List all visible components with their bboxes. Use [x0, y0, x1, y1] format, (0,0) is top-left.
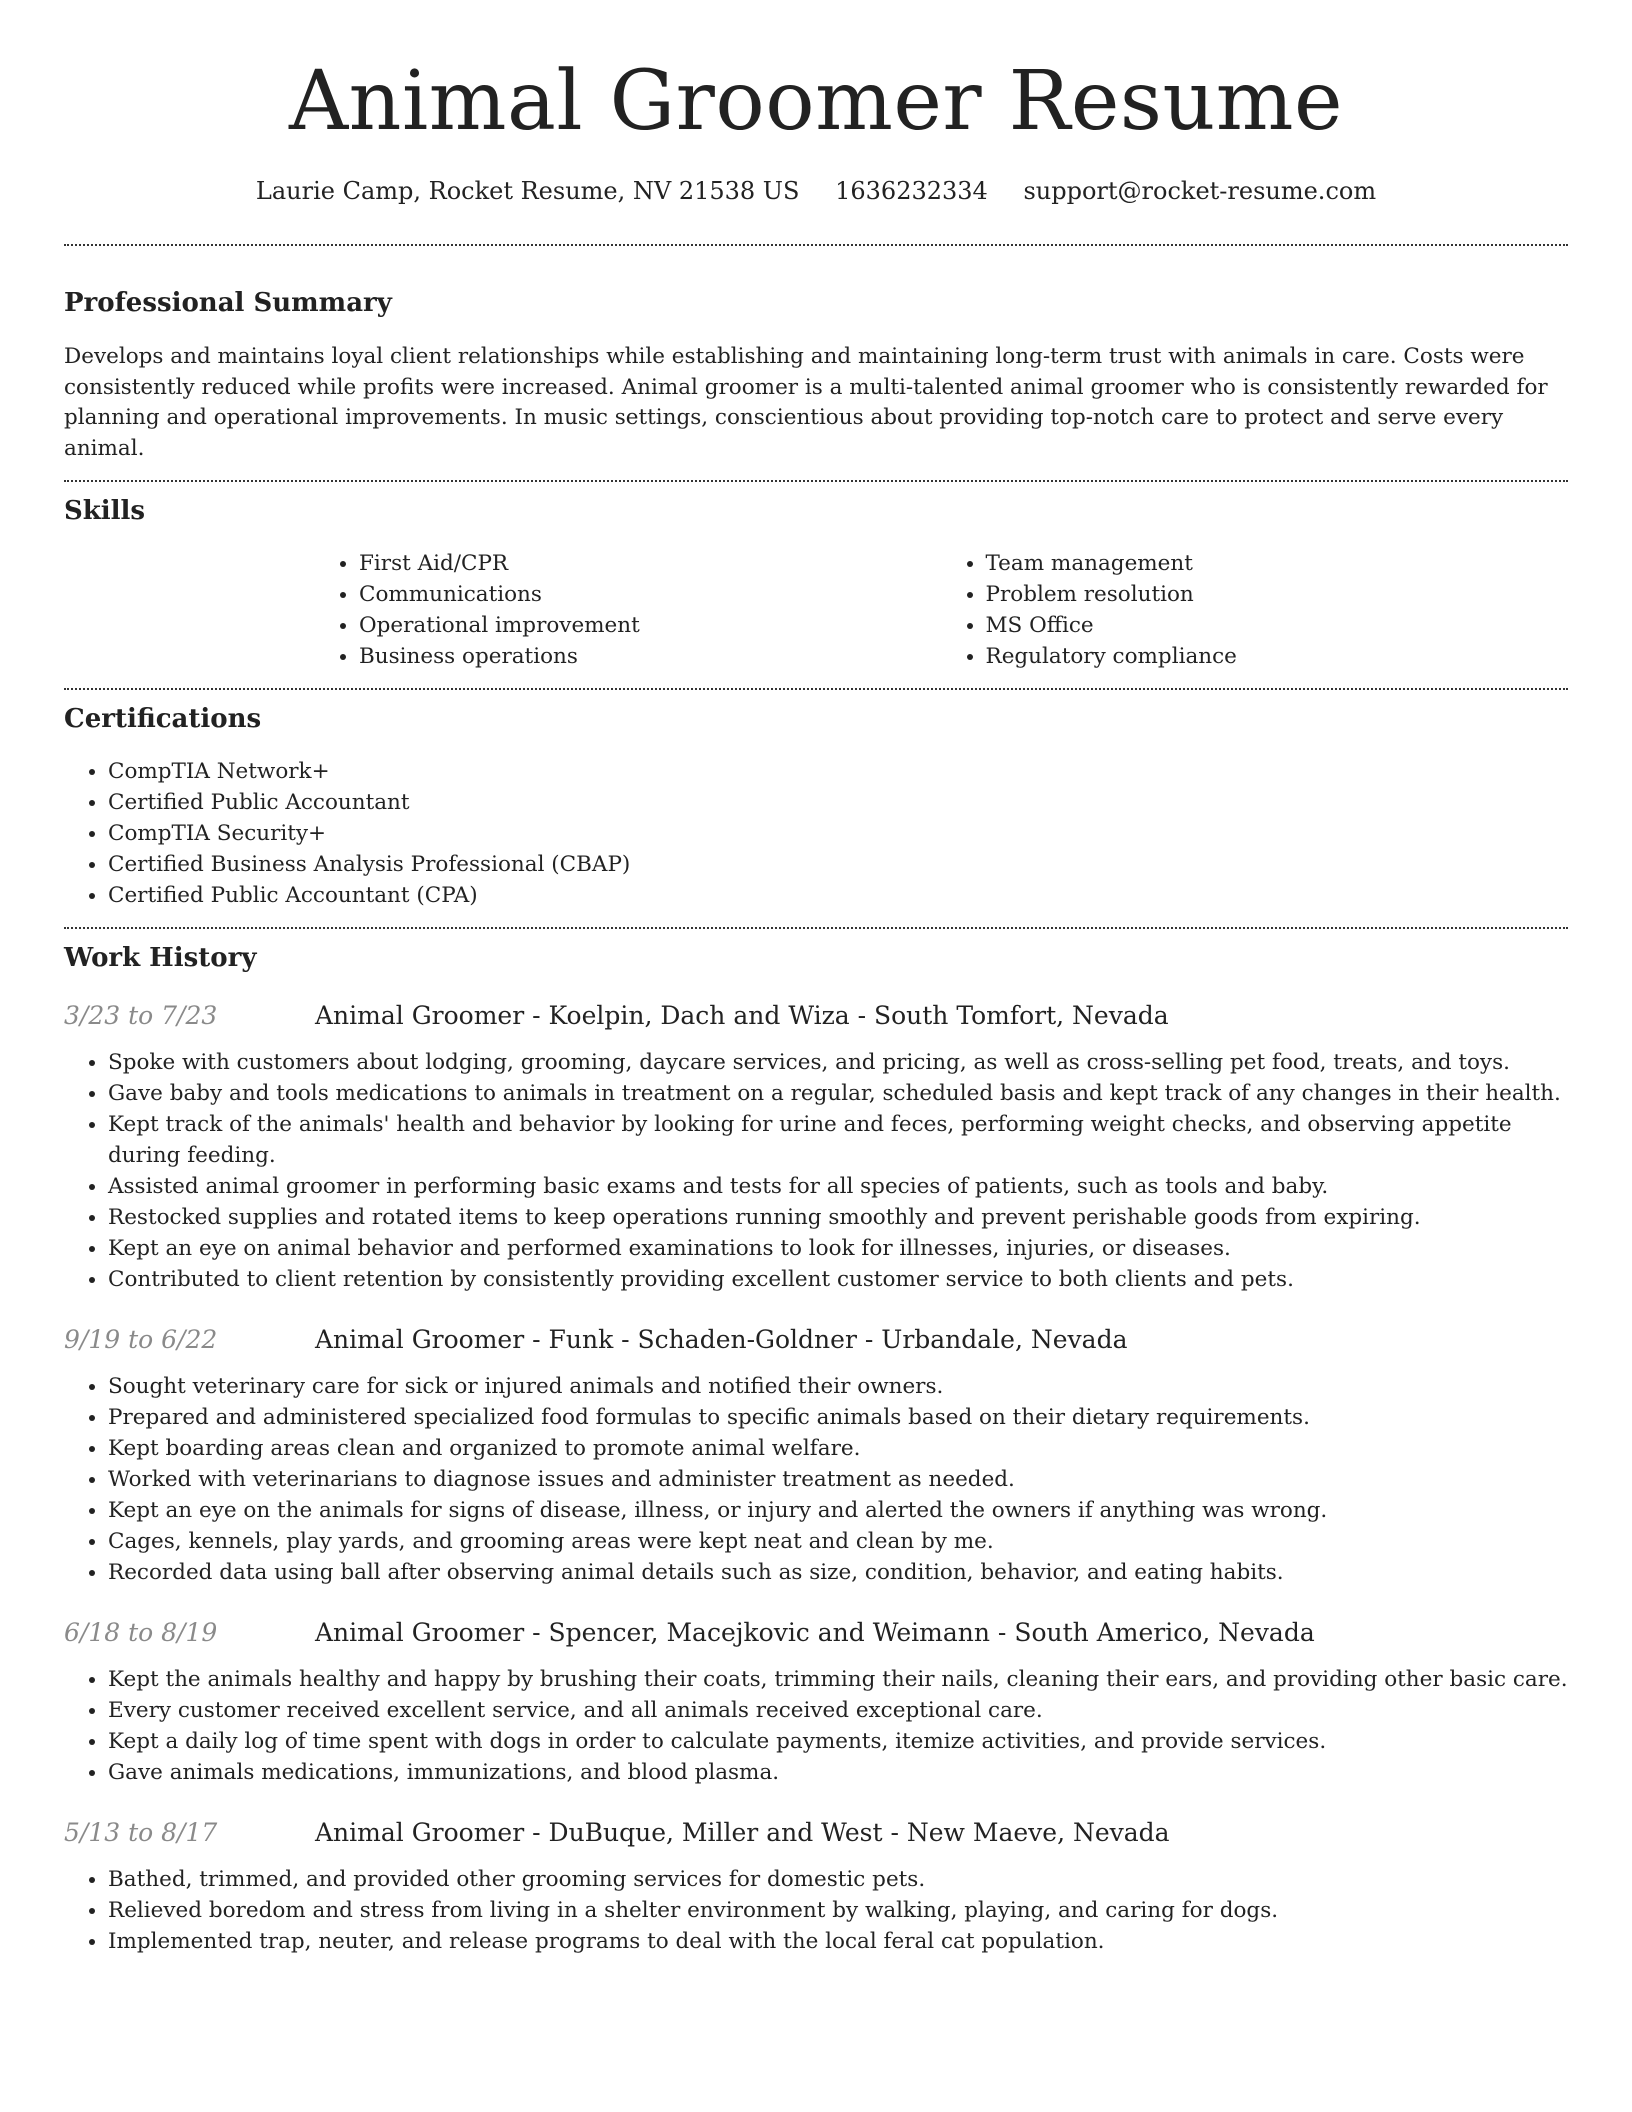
skills-heading: Skills — [64, 496, 146, 526]
job-bullet: • Gave baby and tools medications to animals in treatment on a regular, scheduled basis and kept track of any changes in their health. — [108, 1078, 1568, 1109]
skill-item: • Team management — [986, 548, 1569, 579]
job-header — [64, 1323, 1568, 1357]
resume-page — [64, 0, 1568, 1957]
job-entry — [64, 1323, 1568, 1588]
summary-text: Develops and maintains loyal client relationships while establishing and maintaining long-term trust with animals in care. Costs were consistently reduced while profits were increased. Animal groomer is a multi-talented animal groomer who is consistently rewarded for planning and operational improvements. In music settings, conscientious about providing top-notch care to protect and serve every animal. — [64, 344, 1548, 461]
job-title: Animal Groomer - Funk - Schaden-Goldner - Urbandale, Nevada — [315, 1325, 1128, 1354]
work-history-section — [64, 941, 1568, 1957]
certification-item: • CompTIA Network+ — [108, 756, 1568, 787]
job-bullet: • Every customer received excellent service, and all animals received exceptional care. — [108, 1695, 1568, 1726]
job-bullet: • Contributed to client retention by consistently providing excellent customer service to both clients and pets. — [108, 1264, 1568, 1295]
summary-heading: Professional Summary — [64, 288, 392, 318]
job-bullet: • Assisted animal groomer in performing basic exams and tests for all species of patients, such as tools and baby. — [108, 1171, 1568, 1202]
contact-email: support@rocket-resume.com — [1023, 177, 1377, 205]
skills-list-right — [942, 548, 1569, 672]
job-header — [64, 1616, 1568, 1650]
certification-item: • Certified Public Accountant (CPA) — [108, 880, 1568, 911]
certifications-divider — [64, 927, 1568, 929]
job-entry — [64, 999, 1568, 1295]
certification-item: • Certified Business Analysis Professional (CBAP) — [108, 849, 1568, 880]
job-bullet: • Kept the animals healthy and happy by brushing their coats, trimming their nails, cleaning their ears, and providing other basic care. — [108, 1664, 1568, 1695]
job-bullet: • Bathed, trimmed, and provided other grooming services for domestic pets. — [108, 1864, 1568, 1895]
job-bullet: • Worked with veterinarians to diagnose issues and administer treatment as needed. — [108, 1464, 1568, 1495]
certification-item: • CompTIA Security+ — [108, 818, 1568, 849]
header-divider — [64, 244, 1568, 246]
skill-item: • Problem resolution — [986, 579, 1569, 610]
job-title: Animal Groomer - Spencer, Macejkovic and Weimann - South Americo, Nevada — [315, 1618, 1315, 1647]
job-bullet: • Spoke with customers about lodging, grooming, daycare services, and pricing, as well as cross-selling pet food, treats, and toys. — [108, 1047, 1568, 1078]
job-bullets — [64, 1371, 1568, 1588]
contact-line — [64, 174, 1568, 208]
job-bullet: • Kept an eye on animal behavior and performed examinations to look for illnesses, injuries, or diseases. — [108, 1233, 1568, 1264]
job-bullet: • Restocked supplies and rotated items to keep operations running smoothly and prevent perishable goods from expiring. — [108, 1202, 1568, 1233]
job-title: Animal Groomer - DuBuque, Miller and West - New Maeve, Nevada — [315, 1818, 1170, 1847]
certifications-section — [64, 702, 1568, 911]
job-bullet: • Kept track of the animals' health and behavior by looking for urine and feces, performing weight checks, and observing appetite during feeding. — [108, 1109, 1568, 1171]
skill-item: • MS Office — [986, 610, 1569, 641]
skill-item: • Business operations — [359, 641, 942, 672]
job-bullet: • Kept boarding areas clean and organized to promote animal welfare. — [108, 1433, 1568, 1464]
job-bullet: • Cages, kennels, play yards, and grooming areas were kept neat and clean by me. — [108, 1526, 1568, 1557]
work-history-heading: Work History — [64, 943, 257, 973]
job-bullets — [64, 1047, 1568, 1295]
certifications-heading: Certifications — [64, 704, 262, 734]
job-entry — [64, 1616, 1568, 1788]
job-title: Animal Groomer - Koelpin, Dach and Wiza - South Tomfort, Nevada — [315, 1001, 1169, 1030]
certifications-list — [64, 756, 1568, 911]
skills-grid — [315, 548, 1568, 672]
job-bullets — [64, 1864, 1568, 1957]
summary-divider — [64, 480, 1568, 482]
job-bullet: • Implemented trap, neuter, and release programs to deal with the local feral cat population. — [108, 1926, 1568, 1957]
job-header — [64, 999, 1568, 1033]
skill-item: • Operational improvement — [359, 610, 942, 641]
job-dates: 5/13 to 8/17 — [64, 1818, 218, 1847]
skills-section — [64, 494, 1568, 672]
job-bullet: • Sought veterinary care for sick or injured animals and notified their owners. — [108, 1371, 1568, 1402]
certification-item: • Certified Public Accountant — [108, 787, 1568, 818]
job-bullet: • Gave animals medications, immunizations, and blood plasma. — [108, 1757, 1568, 1788]
job-dates: 9/19 to 6/22 — [64, 1325, 218, 1354]
skill-item: • First Aid/CPR — [359, 548, 942, 579]
job-bullet: • Recorded data using ball after observing animal details such as size, condition, behavior, and eating habits. — [108, 1557, 1568, 1588]
resume-title: Animal Groomer Resume — [288, 54, 1344, 149]
skill-item: • Communications — [359, 579, 942, 610]
contact-address: Laurie Camp, Rocket Resume, NV 21538 US — [255, 177, 800, 205]
job-dates: 3/23 to 7/23 — [64, 1001, 218, 1030]
skill-item: • Regulatory compliance — [986, 641, 1569, 672]
job-dates: 6/18 to 8/19 — [64, 1618, 218, 1647]
job-bullet: • Kept an eye on the animals for signs of disease, illness, or injury and alerted the owners if anything was wrong. — [108, 1495, 1568, 1526]
skills-divider — [64, 688, 1568, 690]
job-entry — [64, 1816, 1568, 1957]
contact-phone: 1636232334 — [835, 177, 988, 205]
job-bullet: • Kept a daily log of time spent with dogs in order to calculate payments, itemize activities, and provide services. — [108, 1726, 1568, 1757]
summary-section — [64, 286, 1568, 464]
job-bullet: • Prepared and administered specialized food formulas to specific animals based on their dietary requirements. — [108, 1402, 1568, 1433]
skills-list-left — [315, 548, 942, 672]
job-bullets — [64, 1664, 1568, 1788]
job-bullet: • Relieved boredom and stress from living in a shelter environment by walking, playing, and caring for dogs. — [108, 1895, 1568, 1926]
job-header — [64, 1816, 1568, 1850]
